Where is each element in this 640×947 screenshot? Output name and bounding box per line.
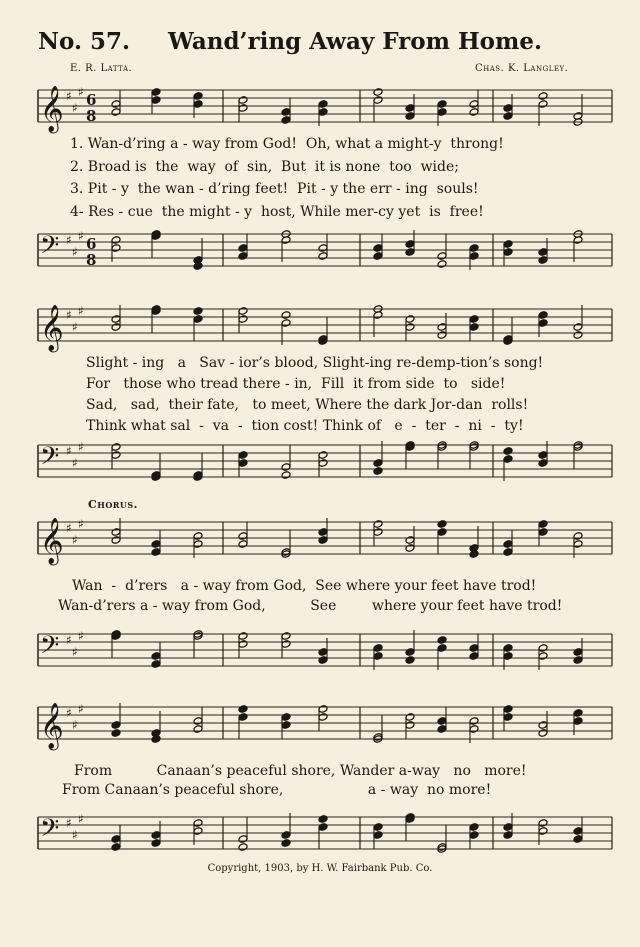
- verse-line: For those who tread there - in, Fill it from side to side!: [86, 376, 506, 392]
- sharp-icon: ♯: [66, 89, 72, 103]
- note-head: [238, 705, 248, 714]
- bass-clef-icon: 𝄢: [40, 814, 60, 849]
- bass-staff-2: [38, 440, 612, 479]
- verse-line: 2. Broad is the way of sin, But it is none too wide;: [70, 159, 459, 175]
- sharp-icon: ♯: [72, 828, 78, 842]
- sharp-icon: ♯: [66, 706, 72, 720]
- staff-lines: [38, 812, 612, 855]
- note-head: [281, 839, 291, 848]
- note-head: [373, 88, 383, 97]
- treble-clef-icon: 𝄞: [40, 86, 64, 132]
- staff-lines: [38, 85, 612, 132]
- chorus-line: From Canaan’s peaceful shore, a - way no more!: [62, 782, 492, 798]
- note-head: [437, 636, 447, 645]
- sharp-icon: ♯: [78, 702, 84, 716]
- sharp-icon: ♯: [72, 533, 78, 547]
- note-head: [373, 467, 383, 476]
- treble-clef-icon: 𝄞: [40, 305, 64, 351]
- copyright-notice: Copyright, 1903, by H. W. Fairbank Pub. Co.: [207, 863, 433, 874]
- sharp-icon: ♯: [72, 320, 78, 334]
- sharp-icon: ♯: [78, 85, 84, 99]
- time-signature-bottom: 8: [86, 251, 97, 269]
- chorus-label: Chorus.: [88, 498, 139, 511]
- sharp-icon: ♯: [66, 633, 72, 647]
- bass-clef-icon: 𝄢: [40, 231, 60, 266]
- treble-clef-icon: 𝄞: [40, 703, 64, 749]
- note-head: [111, 729, 121, 738]
- verse-line: 4- Res - cue the might - y host, While mer-cy yet is free!: [70, 204, 484, 220]
- bass-staff-1: [38, 229, 612, 269]
- sharp-icon: ♯: [66, 308, 72, 322]
- time-signature-top: 6: [86, 235, 97, 253]
- sharp-icon: ♯: [66, 521, 72, 535]
- note-head: [437, 260, 447, 269]
- sharp-icon: ♯: [66, 816, 72, 830]
- bass-clef-icon: 𝄢: [40, 631, 60, 666]
- verse-line: Slight - ing a Sav - ior’s blood, Slight-ing re-demp-tion’s song!: [86, 355, 544, 371]
- sharp-icon: ♯: [78, 229, 84, 243]
- note-head: [503, 447, 513, 456]
- bass-staff-3: [38, 629, 612, 668]
- sharp-icon: ♯: [72, 245, 78, 259]
- staff-lines: [38, 304, 612, 351]
- treble-staff-3: [38, 517, 612, 564]
- treble-staff-4: [38, 702, 612, 749]
- verse-line: Think what sal - va - tion cost! Think of e - ter - ni - ty!: [86, 418, 524, 434]
- staff-lines: [38, 517, 612, 564]
- sharp-icon: ♯: [72, 456, 78, 470]
- note-head: [538, 92, 548, 101]
- treble-staff-2: [38, 304, 612, 351]
- time-signature-bottom: 8: [86, 107, 97, 125]
- verse-line: 3. Pit - y the wan - d’ring feet! Pit - y the err - ing souls!: [70, 181, 479, 197]
- note-head: [281, 471, 291, 480]
- sharp-icon: ♯: [72, 718, 78, 732]
- chorus-line: From Canaan’s peaceful shore, Wander a-way no more!: [74, 763, 527, 779]
- note-head: [193, 307, 203, 316]
- hymn-title: Wand’ring Away From Home.: [168, 28, 542, 55]
- staff-lines: [38, 440, 612, 483]
- lyricist-credit: E. R. Latta.: [70, 63, 133, 74]
- sharp-icon: ♯: [78, 304, 84, 318]
- note-head: [573, 331, 583, 340]
- treble-clef-icon: 𝄞: [40, 518, 64, 564]
- staff-lines: [38, 629, 612, 672]
- hymn-number: No. 57.: [38, 28, 130, 55]
- staff-lines: [38, 702, 612, 749]
- chorus-line: Wan - d’rers a - way from God, See where your feet have trod!: [72, 578, 537, 594]
- sharp-icon: ♯: [78, 517, 84, 531]
- note-head: [437, 520, 447, 529]
- bass-staff-4: [38, 812, 612, 851]
- sharp-icon: ♯: [78, 629, 84, 643]
- composer-credit: Chas. K. Langley.: [475, 63, 569, 74]
- treble-staff-1: [38, 85, 612, 132]
- note-head: [405, 656, 415, 665]
- note-head: [281, 311, 291, 320]
- sharp-icon: ♯: [66, 444, 72, 458]
- sharp-icon: ♯: [72, 101, 78, 115]
- time-signature-top: 6: [86, 91, 97, 109]
- note-head: [318, 815, 328, 824]
- sharp-icon: ♯: [78, 812, 84, 826]
- sharp-icon: ♯: [78, 440, 84, 454]
- verse-line: 1. Wan-d’ring a - way from God! Oh, what a might-y throng!: [70, 136, 504, 152]
- verse-line: Sad, sad, their fate, to meet, Where the dark Jor-dan rolls!: [86, 397, 529, 413]
- sharp-icon: ♯: [66, 233, 72, 247]
- sharp-icon: ♯: [72, 645, 78, 659]
- bass-clef-icon: 𝄢: [40, 442, 60, 477]
- chorus-line: Wan-d’rers a - way from God, See where your feet have trod!: [58, 598, 563, 614]
- note-head: [238, 843, 248, 852]
- hymn-title-line: [38, 28, 618, 55]
- staff-lines: [38, 229, 612, 272]
